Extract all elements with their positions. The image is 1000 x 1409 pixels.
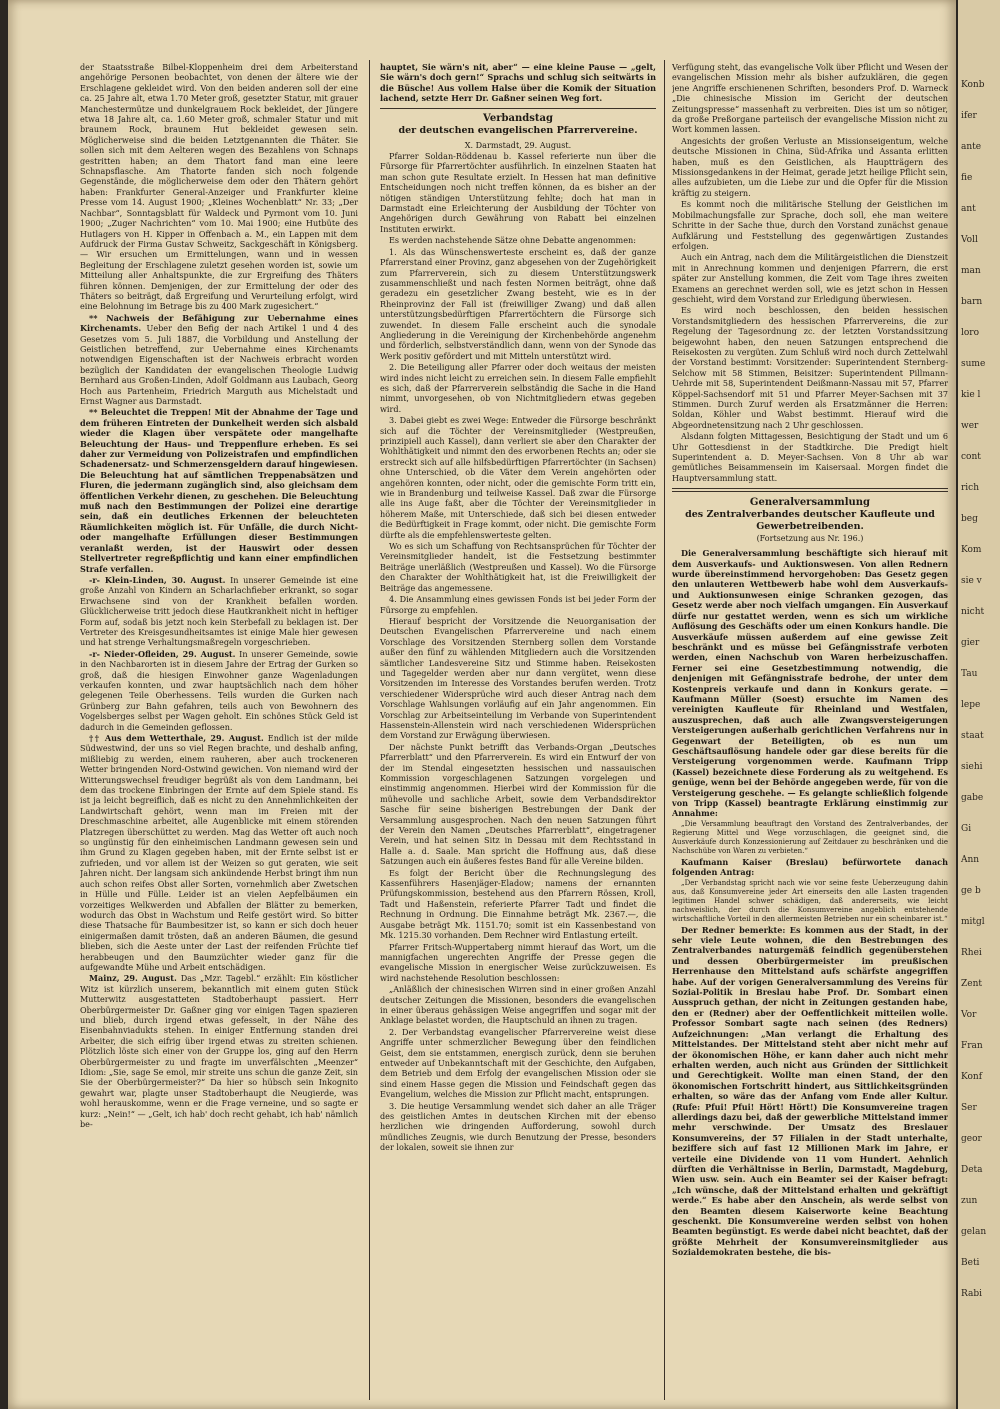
edge-fragment: beg: [961, 514, 978, 524]
article-heading: ** Nachweis der Befähigung zur Uebernahme eines Kirchenamts.: [80, 312, 358, 334]
edge-fragment: Gi: [961, 824, 972, 834]
article-text: 3. Dabei giebt es zwei Wege: Entweder die Fürsorge beschränkt sich auf die Töchter der Vereinsmitglieder (Westpreußen, prinzipiell auch Kassel), dann verliert sie aber den Charakter der Wohlthätigkeit und nimmt den des erworbenen Rechts an; oder sie erstreckt sich auf alle hilfsbedürftigen Pfarrertöchter (in Sachsen) ohne Unterschied, ob die Väter dem Verein angehörten oder angehören konnten, oder nicht, oder die gemischte Form tritt ein, wie in Brandenburg und teilweise Kassel. Daß zwar die Fürsorge alle ins Auge faßt, aber die Töchter der Vereinsmitglieder in höherem Maße, mit Unterschiede, daß sich bei diesen entweder die Bedürftigkeit in Frage kommt, oder nicht. Die gemischte Form dürfte als die empfehlenswerteste gelten.: [380, 415, 656, 540]
edge-fragment: staat: [961, 731, 984, 741]
edge-fragment: gelan: [961, 1227, 987, 1237]
edge-fragment: Ann: [961, 855, 980, 865]
edge-fragment: Rhei: [961, 948, 982, 958]
article-text: 2. Die Beteiligung aller Pfarrer oder doch weitaus der meisten wird indes nicht leicht zu erreichen sein. In diesem Falle empfiehlt es sich, daß der Pfarrerverein selbständig die Sache in die Hand nimmt, unvorgesehen, ob von Nichtmitgliedern etwas gegeben wird.: [380, 362, 656, 414]
edge-fragment: Beti: [961, 1258, 980, 1268]
edge-fragment: ifer: [961, 111, 977, 121]
section-heading: [380, 113, 656, 137]
article-text: Endlich ist der milde Südwestwind, der uns so viel Regen brachte, und deshalb anfing, mißliebig zu werden, einem rauheren, aber auch trockeneren Wetter bringenden Nord-Ostwind gewichen. Von niemand wird der Witterungswechsel freudiger begrüßt als von dem Landmann, bei dem das trockene Einbringen der Ernte auf dem Spiele stand. Es ist ja leicht begreiflich, daß es nicht zu den Annehmlichkeiten der Landwirtschaft gehört, wenn man im Freien mit der Dreschmaschine arbeitet, alle Augenblicke mit einem störenden Platzregen überschüttet zu werden. Mag das Wetter oft auch noch so ungünstig für den einheimischen Landmann gewesen sein und ihm Grund zu Klagen gegeben haben, mit der Ernte selbst ist er zufrieden, und vor allem ist der Weizen so gut geraten, wie seit Jahren nicht. Der langsam sich ankündende Herbst bringt ihm nun auch schon reifes Obst aller Sorten, vornehmlich aber Zwetschen in Hülle und Fülle. Leider ist an vielen Aepfelbäumen ein vorzeitiges Welkwerden und Abfallen der Blätter zu bemerken, wodurch das Obst in Wachstum und Reife gestört wird. So bitter diese Thatsache für Baumbesitzer ist, so kann er sich doch heuer einigermaßen damit trösten, daß an anderen Bäumen, die gesund blieben, sich die Aeste unter der Last der reifenden Früchte tief herabbeugen und den Baumzüchter wieder ganz für die aufgewandte Mühe und Arbeit entschädigen.: [80, 733, 358, 972]
edge-fragment: ge b: [961, 886, 981, 896]
edge-fragment: Deta: [961, 1165, 983, 1175]
edge-fragment: mitgl: [961, 917, 985, 927]
article-text: Wo es sich um Schaffung von Rechtsansprüchen für Töchter der Vereinsmitglieder handelt, ist die Festsetzung bestimmter Beiträge unerläßlich (Westpreußen und Kassel). Wo die Fürsorge den Charakter der Wohlthätigkeit hat, ist die Freiwilligkeit der Beiträge das angemessene.: [380, 541, 656, 593]
article-paragraph: [80, 649, 358, 732]
article-text: Verfügung steht, das evangelische Volk über Pflicht und Wesen der evangelischen Mission mehr als bisher aufzuklären, die gegen jene Angriffe erschienenen Schriften, besonders Prof. D. Warneck „Die chinesische Mission im Gericht der deutschen Zeitungspresse“ massenhaft zu verbreiten. Dies ist um so nötiger, da große Preßorgane parteiisch der evangelische Mission nicht zu Wort kommen lassen.: [672, 62, 948, 135]
article-text: „Anläßlich der chinesischen Wirren sind in einer großen Anzahl deutscher Zeitungen die Missionen, besonders die evangelischen in einer überaus gehässigen Weise angegriffen und sogar mit der Anklage belastet worden, die Hauptschuld an ihnen zu tragen.: [380, 984, 656, 1026]
edge-fragment: sie v: [961, 576, 982, 586]
article-text: Pfarrer Fritsch-Wuppertaberg nimmt hierauf das Wort, um die mannigfachen ungerechten Angriffe der Presse gegen die evangelische Mission in energischer Weise zurückzuweisen. Es wird nachstehende Resolution beschlossen:: [380, 941, 656, 983]
edge-fragment: Voll: [961, 235, 978, 245]
heading-line: der deutschen evangelischen Pfarrervereine.: [398, 124, 638, 136]
column-2: [380, 62, 656, 1398]
section-divider: [672, 488, 948, 492]
resolution-text: „Die Versammlung beauftragt den Vorstand des Zentralverbandes, der Regierung Mittel und Wege vorzuschlagen, die geeignet sind, die Ausverkäufe durch Konzessionierung auf Zeitdauer zu beschränken und die Nachschübe von Waren zu verbieten.“: [672, 819, 948, 855]
newspaper-page: [8, 0, 956, 1409]
article-text: In unserer Gemeinde, sowie in den Nachbarorten ist in diesem Jahre der Ertrag der Gurken so groß, daß die hiesigen Einwohner ganze Wagenladungen verkaufen konnten, und zwar hauptsächlich nach dem höher gelegenen Teile Oberhessens. Teils wurden die Gurken nach Grünberg zur Bahn gefahren, teils auch von Bewohnern des Vogelsberges selbst per Wagen geholt. Ein schönes Stück Geld ist dadurch in die Gemeinden geflossen.: [80, 648, 358, 732]
edge-fragment: gabe: [961, 793, 984, 803]
section-heading: [672, 497, 948, 545]
edge-fragment: ante: [961, 142, 982, 152]
article-text: Es werden nachstehende Sätze ohne Debatte angenommen:: [389, 235, 636, 246]
article-text: Der nächste Punkt betrifft das Verbands-Organ „Deutsches Pfarrerblatt“ und den Pfarrerverein. Es wird ein Entwurf der von der im Stendal eingesetzten hessischen und nassauischen Kommission vorgeschlagenen Satzungen vorgelegen und einstimmig angenommen. Hierbei wird der Kommission für die mühevolle und sachliche Arbeit, sowie dem Verbandsdirektor Sasche für seine bisherigen Bestrebungen der Dank der Versammlung ausgesprochen. Nach den neuen Satzungen führt der Verein den Namen „Deutsches Pfarrerblatt“, eingetragener Verein, und hat seinen Sitz in Dessau mit dem Rechtsstand in Halle a. d. Saale. Man spricht die Hoffnung aus, daß diese Satzungen auch ein äußeres festes Band für alle Vereine bilden.: [380, 741, 656, 867]
article-text: 2. Der Verbandstag evangelischer Pfarrervereine weist diese Angriffe unter schmerzlicher Bewegung über den feindlichen Geist, dem sie entstammen, energisch zurück, denn sie beruhen entweder auf Unbekanntschaft mit der Geschichte, den Aufgaben, dem Betrieb und dem Erfolg der evangelischen Mission oder sie sind einem Hasse gegen die Mission und Feindschaft gegen das Evangelium, welches die Mission zur Pflicht macht, entsprungen.: [380, 1026, 656, 1100]
column-rule: [369, 60, 370, 1400]
edge-fragment: Ser: [961, 1103, 977, 1113]
article-text: der Staatsstraße Bilbel-Kloppenheim drei dem Arbeiterstand angehörige Personen beobachtet, von denen der ältere wie der Erschlagene gekleidet wird. Von den beiden anderen soll der eine ca. 25 Jahre alt, etwa 1.70 Meter groß, gesetzter Statur, mit grauer Manchestermütze und dunkelgrauem Rock bekleidet, der Jüngere etwa 18 Jahre alt, ca. 1.60 Meter groß, schmaler Statur und mit braunem Rock, braunem Hut bekleidet gewesen sein. Möglicherweise sind die beiden Letztgenannten die Thäter. Sie sollen sich mit dem Aelteren wegen des Bezahlens von Schnaps gestritten haben; an dem Thatort fand man eine leere Schnapsflasche. Am Thatorte fanden sich noch folgende Gegenstände, die möglicherweise dem oder den Thätern gehört haben: Frankfurter General-Anzeiger und Frankfurter kleine Presse vom 14. August 1900; „Kleines Wochenblatt“ Nr. 33; „Der Nachbar“, Sonntagsblatt für Waldeck und Pyrmont vom 10. Juni 1900; „Zuger Nachrichten“ vom 10. Mai 1900; eine Hutbüte des Hutlagers von H. Kipper in Offenbach a. M., ein Lappen mit dem Aufdruck der Firma Gustav Schweitz, Sackgeschäft in Königsberg. — Wir ersuchen um Ermittelungen, wann und in wessen Begleitung der Erschlagene zuletzt gesehen worden ist, sowie um Mitteilung aller Anhaltspunkte, die zur Ergreifung des Thäters führen können. Demjenigen, der zur Ermittelung der oder des Thäters so beiträgt, daß Ergreifung und Verurteilung erfolgt, wird eine Belohnung im Betrage bis zu 400 Mark zugesichert.“: [80, 62, 358, 312]
edge-fragment: Konb: [961, 80, 985, 90]
article-heading: -r- Klein-Linden, 30. August.: [89, 574, 226, 585]
article-text: Es folgt der Bericht über die Rechnungslegung des Kassenführers Hasenjäger-Eladow; namens der ernannten Prüfungskommission, bestehend aus den Pfarrern Rössen, Kroll, Tadt und Haßenstein, referierte Pfarrer Tadt und findet die Rechnung in Ordnung. Die Einnahme beträgt Mk. 2367.—, die Ausgabe beträgt Mk. 1151.70; somit ist ein Kassenbestand von Mk. 1215.30 vorhanden. Dem Rechner wird Entlastung erteilt.: [380, 867, 656, 941]
edge-fragment: loro: [961, 328, 980, 338]
section-divider: [380, 108, 656, 109]
article-text: 3. Die heutige Versammlung wendet sich daher an alle Träger des geistlichen Amtes in deutschen Kirchen mit der ebenso herzlichen wie dringenden Aufforderung, sowohl durch mündliches Zeugnis, wie durch Benutzung der Presse, besonders der lokalen, soweit sie ihnen zur: [380, 1100, 656, 1153]
edge-fragment: sume: [961, 359, 986, 369]
article-paragraph: [80, 733, 358, 972]
article-text: Der Redner bemerkte: Es kommen aus der Stadt, in der sehr viele Leute wohnen, die den Bestrebungen des Zentralverbandes naturgemäß feindlich gegenüberstehen und dessen Oberbürgermeister im preußischen Herrenhause den Mittelstand aufs schärfste angegriffen habe. Auf der vorigen Generalversammlung des Vereins für Sozial-Politik in Breslau habe Prof. Dr. Sombart einen Ausspruch gethan, der nicht in Zeitungen gestanden habe, den er (Redner) aber der Oeffentlichkeit mitteilen wolle. Professor Sombart sagte nach seinen (des Redners) Aufzeichnungen: „Man verlangt die Erhaltung des Mittelstandes. Der Mittelstand steht aber nicht mehr auf der ökonomischen Höhe, er kann daher auch nicht mehr erhalten werden, auch nicht aus Gründen der Sittlichkeit und Gerechtigkeit. Wollte man einen Stand, der den ökonomischen Fortschritt hindert, aus Sittlichkeitsgründen erhalten, so wäre das der Anfang vom Ende aller Kultur. (Rufe: Pfui! Pfui! Hört! Hört!) Die Konsumvereine tragen allerdings dazu bei, daß der gewerbliche Mittelstand immer mehr verschwinde. Der Umsatz des Breslauer Konsumvereins, der 57 Filialen in der Stadt unterhalte, beziffere sich auf fast 12 Millionen Mark im Jahre, er verteile eine Dividende von 11 vom Hundert. Aehnlich dürften die Verhältnisse in Berlin, Darmstadt, Magdeburg, Wien usw. sein. Auch ein Beamter sei der Kaiser befragt: „Ich wünsche, daß der Mittelstand erhalten und gekräftigt werde.“ Es habe aber den Anschein, als werde selbst von den Beamten diesem Kaiserworte keine Beachtung geschenkt. Die Konsumvereine werden selbst von hohen Beamten begünstigt. Es werde dabei nicht beachtet, daß der größte Mehrheit der Konsumvereinsmitglieder aus Sozialdemokraten bestehe, die bis-: [672, 924, 948, 1258]
article-paragraph: [80, 407, 358, 574]
article-heading: ** Beleuchtet die Treppen!: [89, 407, 212, 418]
article-text: hauptet, Sie wärn's nit, aber“ — eine kleine Pause — „gelt, Sie wärn's doch gern!“ Sprachs und schlug sich seitwärts in die Büsche! Aus vollem Halse über die Komik der Situation lachend, setzte Herr Dr. Gaßner seinen Weg fort.: [380, 62, 656, 104]
edge-fragment: Konf: [961, 1072, 983, 1082]
edge-fragment: Kom: [961, 545, 982, 555]
article-text: Auch ein Antrag, nach dem die Militärgeistlichen die Dienstzeit mit in Anrechnung kommen und denjenigen Pfarrern, die erst später zur Anstellung kommen, die Zeit vom Tage ihres zweiten Examens an gerechnet werden soll, wie es jetzt schon in Hessen geschieht, wird dem Vorstand zur Erledigung überwiesen.: [672, 252, 948, 304]
article-text: Die Generalversammlung beschäftigte sich hierauf mit dem Ausverkaufs- und Auktionswesen. Von allen Rednern wurde übereinstimmend hervorgehoben: Das Gesetz gegen den unlauteren Wettbewerb habe wohl dem Ausverkaufs- und Auktionsunwesen einige Schranken gezogen, das Gesetz werde aber noch vielfach umgangen. Ein Ausverkauf dürfe nur gestattet werden, wenn es sich um wirkliche Auflösung des Geschäfts oder um einen Konkurs handle. Die Ausverkäufe müssen außerdem auf eine gewisse Zeit beschränkt und es müsse bei Gefängnisstrafe verboten werden, einen Nachschub von Waren herbeizuschaffen. Ferner sei eine Gesetzbestimmung notwendig, die denjenigen mit Gefängnisstrafe bedrohe, der unter dem Kostenpreis verkaufe und dann in Konkurs gerate. — Kaufmann Müller (Soest) ersuchte im Namen des vereinigten Kaufleute für Rheinland und Westfalen, auszusprechen, daß auch alle Zwangsversteigerungen Versteigerungen außerhalb gerichtlichen Verfahrens nur in Gegenwart der Beteiligten, ob es nun um Geschäftsauflösung handele oder gar diese bereits für die Versteigerung vorgenommen werde. Kaufmann Tripp (Kassel) bezeichnete diese Forderung als zu weitgehend. Es genüge, wenn bei der Behörde angegeben werde, für von die Versteigerung geschehe. — Es gelangte schließlich folgende von Tripp (Kassel) beantragte Erklärung einstimmig zur Annahme:: [672, 548, 948, 819]
edge-fragment: geor: [961, 1134, 982, 1144]
article-text: In unserer Gemeinde ist eine große Anzahl von Kindern an Scharlachfieber erkrankt, so sogar Erwachsene sind von der Krankheit befallen worden. Glücklicherweise tritt jedoch diese Hautkrankheit nicht in heftiger Form auf, sodaß bis jetzt noch kein Sterbefall zu beklagen ist. Der Vertreter des Kreisgesundheitsamtes ist einige Male hier gewesen und hat strenge Verhaltungsmaßregeln vorgeschrieben.: [80, 574, 358, 648]
article-heading: -r- Nieder-Ofleiden, 29. August.: [89, 648, 236, 659]
edge-fragment: gier: [961, 638, 980, 648]
edge-fragment: Vor: [961, 1010, 977, 1020]
heading-line: Verbandstag: [483, 112, 553, 124]
article-paragraph: [80, 973, 358, 1129]
heading-note: (Fortsetzung aus Nr. 196.): [756, 534, 864, 544]
article-text: Hierauf bespricht der Vorsitzende die Neuorganisation der Deutschen Evangelischen Pfarrervereine und nach einem Vorschlage des Vorsitzenden Sternberg sollen dem Vorstande außer den fünf zu wählenden Mitgliedern auch die Vorsitzenden sämtlicher Landesvereine Sitz und Stimme haben. Reisekosten und Tagegelder werden aber nur dann vergütet, wenn diese Vorsitzenden im Interesse des Vorstandes berufen werden. Trotz verschiedener Widersprüche wird auch dieser Antrag nach dem Vorschlage Wahlsungen vorläufig auf ein Jahr angenommen. Ein Vorschlag zur Arbeitseinteilung im Verbande von Superintendent Hassenstein-Allenstein wird nach verschiedenen Widersprüchen dem Vorstand zur Erwägung überwiesen.: [380, 615, 656, 741]
article-text: Es wird noch beschlossen, den beiden hessischen Vorstandsmitgliedern des hessischen Pfarrervereins, die zur Regelung der Tagesordnung zc. der letzten Vorstandssitzung beigewohnt haben, den neuen Satzungen entsprechend die Reisekosten zu vergüten. Zum Schluß wird noch durch Zettelwahl der Vorstand bestimmt: Vorsitzender: Superintendent Sternberg-Selchow mit 58 Stimmen, Beisitzer: Superintendent Pillmann-Uehrde mit 58, Superintendent Deißmann-Nassau mit 57, Pfarrer Köppel-Sachsendorf mit 51 und Pfarrer Meyer-Sachsen mit 37 Stimmen. Durch Zuruf werden als Ersatzmänner die Herren: Soldan, Köhler und Wabst bestimmt. Hierauf wird die Abgeordnetensitzung nach 2 Uhr geschlossen.: [672, 305, 948, 430]
edge-fragment: Zent: [961, 979, 982, 989]
article-text: Mit der Abnahme der Tage und dem früheren Eintreten der Dunkelheit werden sich alsbald wieder die Klagen über verspätete oder mangelhafte Beleuchtung der Haus- und Treppenflure erheben. Es sei daher zur Vermeidung von Polizeistrafen und empfindlichen Schadenersatz- und Schmerzensgeldern darauf hingewiesen. Die Beleuchtung hat auf sämtlichen Treppenabsätzen und Fluren, die jedermann zugänglich sind, also gleichsam dem öffentlichen Verkehr dienen, zu geschehen. Die Beleuchtung muß nach den Bestimmungen der Polizei eine derartige sein, daß ein deutliches Erkennen der beleuchteten Räumlichkeiten möglich ist. Für Unfälle, die durch Nicht- oder mangelhafte Erfüllungen dieser Bestimmungen veranlaßt werden, ist der Hauswirt oder dessen Stellvertreter regreßpflichtig und kann einer empfindlichen Strafe verfallen.: [80, 407, 358, 574]
dateline: X. Darmstadt, 29. August.: [464, 139, 572, 150]
adjacent-page-edge: [958, 0, 1000, 1409]
edge-fragment: fie: [961, 173, 973, 183]
edge-fragment: cont: [961, 452, 981, 462]
article-paragraph: [80, 313, 358, 407]
edge-fragment: Fran: [961, 1041, 983, 1051]
article-text: Das „Mzr. Tagebl.“ erzählt: Ein köstlicher Witz ist kürzlich unserem, bekanntlich mit einem guten Stück Mutterwitz ausgestatteten Stadtoberhaupt passiert. Herr Oberbürgermeister Dr. Gaßner ging vor einigen Tagen spazieren und blieb, durch irgend etwas gefesselt, in der Nähe des Eisenbahnviadukts stehen. In einiger Entfernung standen drei Arbeiter, die sich eifrig über irgend etwas zu streiten schienen. Plötzlich löste sich einer von der Gruppe los, ging auf den Herrn Oberbürgermeister zu und fragte im unverfälschten „Meenzer“ Idiom: „Sie, sage Se emol, mir streite uns schun die ganze Zeit, sin Sie der Oberbürgermeister?“ Da hier so hübsch sein Inkognito gewahrt war, plagte unser Stadtoberhaupt die Neugierde, was wohl herauskomme, wenn er die Frage verneine, und so sagte er kurz: „Nein!“ — „Gelt, ich hab' doch recht gehabt, ich hab' nämlich be-: [80, 973, 358, 1130]
column-rule: [664, 60, 665, 1400]
edge-fragment: barn: [961, 297, 983, 307]
article-text: Alsdann folgten Mittagessen, Besichtigung der Stadt und um 6 Uhr Gottesdienst in der Stadtkirche. Die Predigt hielt Superintendent a. D. Meyer-Sachsen. Von 8 Uhr ab war gemütliches Beisammensein im Kaisersaal. Morgen findet die Hauptversammlung statt.: [672, 431, 948, 483]
article-text: Es kommt noch die militärische Stellung der Geistlichen im Mobilmachungsfalle zur Sprache, doch soll, ehe man weitere Schritte in der Sache thue, durch den Vorstand zunächst genaue Aufklärung und Feststellung des gegenwärtigen Zustandes erfolgen.: [672, 199, 948, 251]
edge-fragment: siehi: [961, 762, 983, 772]
edge-fragment: Tau: [961, 669, 978, 679]
article-text: 4. Die Ansammlung eines gewissen Fonds ist bei jeder Form der Fürsorge zu empfehlen.: [380, 594, 656, 615]
edge-fragment: ant: [961, 204, 976, 214]
article-paragraph: [80, 575, 358, 648]
column-1: [80, 62, 358, 1398]
edge-fragment: nicht: [961, 607, 985, 617]
article-heading: †† Aus dem Wetterthale, 29. August.: [89, 733, 264, 743]
article-text: Angesichts der großen Verluste an Missionseigentum, welche deutsche Missionen in China, Süd-Afrika und Assanta erlitten haben, muß es den Geistlichen, als Hauptträgern des Missionsgedankens in der Heimat, gerade jetzt heilige Pflicht sein, alles aufzubieten, um die Liebe zur und die Opfer für die Mission kräftig zu steigern.: [672, 135, 948, 198]
edge-fragment: wer: [961, 421, 979, 431]
heading-line: des Zentralverbandes deutscher Kaufleute und Gewerbetreibenden.: [685, 509, 935, 533]
edge-fragment: zun: [961, 1196, 978, 1206]
heading-line: Generalversammlung: [749, 497, 871, 509]
resolution-text: „Der Verbandstag spricht nach wie vor seine feste Ueberzeugung dahin aus, daß Konsumvereine jeder Art einerseits den alle Lasten tragenden legitimen Handel schwer schädigen, daß andererseits, wie leicht nachweislich, der durch die Konsumvereine angeblich entstehende wirtschaftliche Vorteil in den allermeisten Betrieben nur ein scheinbarer ist.“: [672, 878, 948, 923]
edge-fragment: lepe: [961, 700, 981, 710]
article-text: 1. Als das Wünschenswerteste erscheint es, daß der ganze Pfarrerstand einer Provinz, ganz abgesehen von der Zugehörigkeit zum Pfarrerverein, sich zu diesem Unterstützungswerk zusammenschließt und nach festen Normen beiträgt, ohne daß geradezu ein gesetzlicher Zwang besteht, wie es in der Rheinprovinz der Fall ist (freiwilliger Zwang) und daß allen unterstützungsbedürftigen Pfarrertöchtern die Fürsorge sich zuwendet. In diesem Falle erscheint auch die synodale Angliederung in die Vereinigung der Kirchenbehörde angenehm und förderlich, selbstverständlich dann, wenn von der Synode das Werk positiv gefördert und mit Mitteln unterstützt wird.: [380, 246, 656, 361]
article-text: Kaufmann Kaiser (Breslau) befürwortete danach folgenden Antrag:: [672, 856, 948, 878]
article-heading: Mainz, 29. August.: [89, 973, 177, 984]
edge-fragment: kie l: [961, 390, 981, 400]
edge-fragment: Rabi: [961, 1289, 982, 1299]
edge-fragment: man: [961, 266, 981, 276]
article-text: Ueber den Befig der nach Artikel 1 und 4 des Gesetzes vom 5. Juli 1887, die Vorbildung und Anstellung der Geistlichen betreffend, zur Uebernahme eines Kirchenamts notwendigen Eigenschaften ist der Nachweis erbracht worden bezüglich der Kandidaten der evangelischen Theologie Ludwig Bernhard aus Großen-Linden, Adolf Goldmann aus Laubach, Georg Hoch aus Partenheim, Friedrich Marguth aus Michelstadt und Ernst Wagner aus Darmstadt.: [80, 323, 358, 406]
column-3: [672, 62, 948, 1398]
article-text: Pfarrer Soldan-Röddenau b. Kassel referierte nun über die Fürsorge für Pfarrertöchter ausführlich. In einzelnen Staaten hat man schon gute Resultate erzielt. In Hessen hat man definitive Entscheidungen noch nicht treffen können, da es bisher an der nötigen ständigen Unterstützung fehlte; doch hat man in Darmstadt eine Erleichterung der Ausbildung der Töchter von Angehörigen durch Gewährung von Rabatt bei einzelnen Instituten erwirkt.: [380, 151, 656, 234]
edge-fragment: rich: [961, 483, 980, 493]
